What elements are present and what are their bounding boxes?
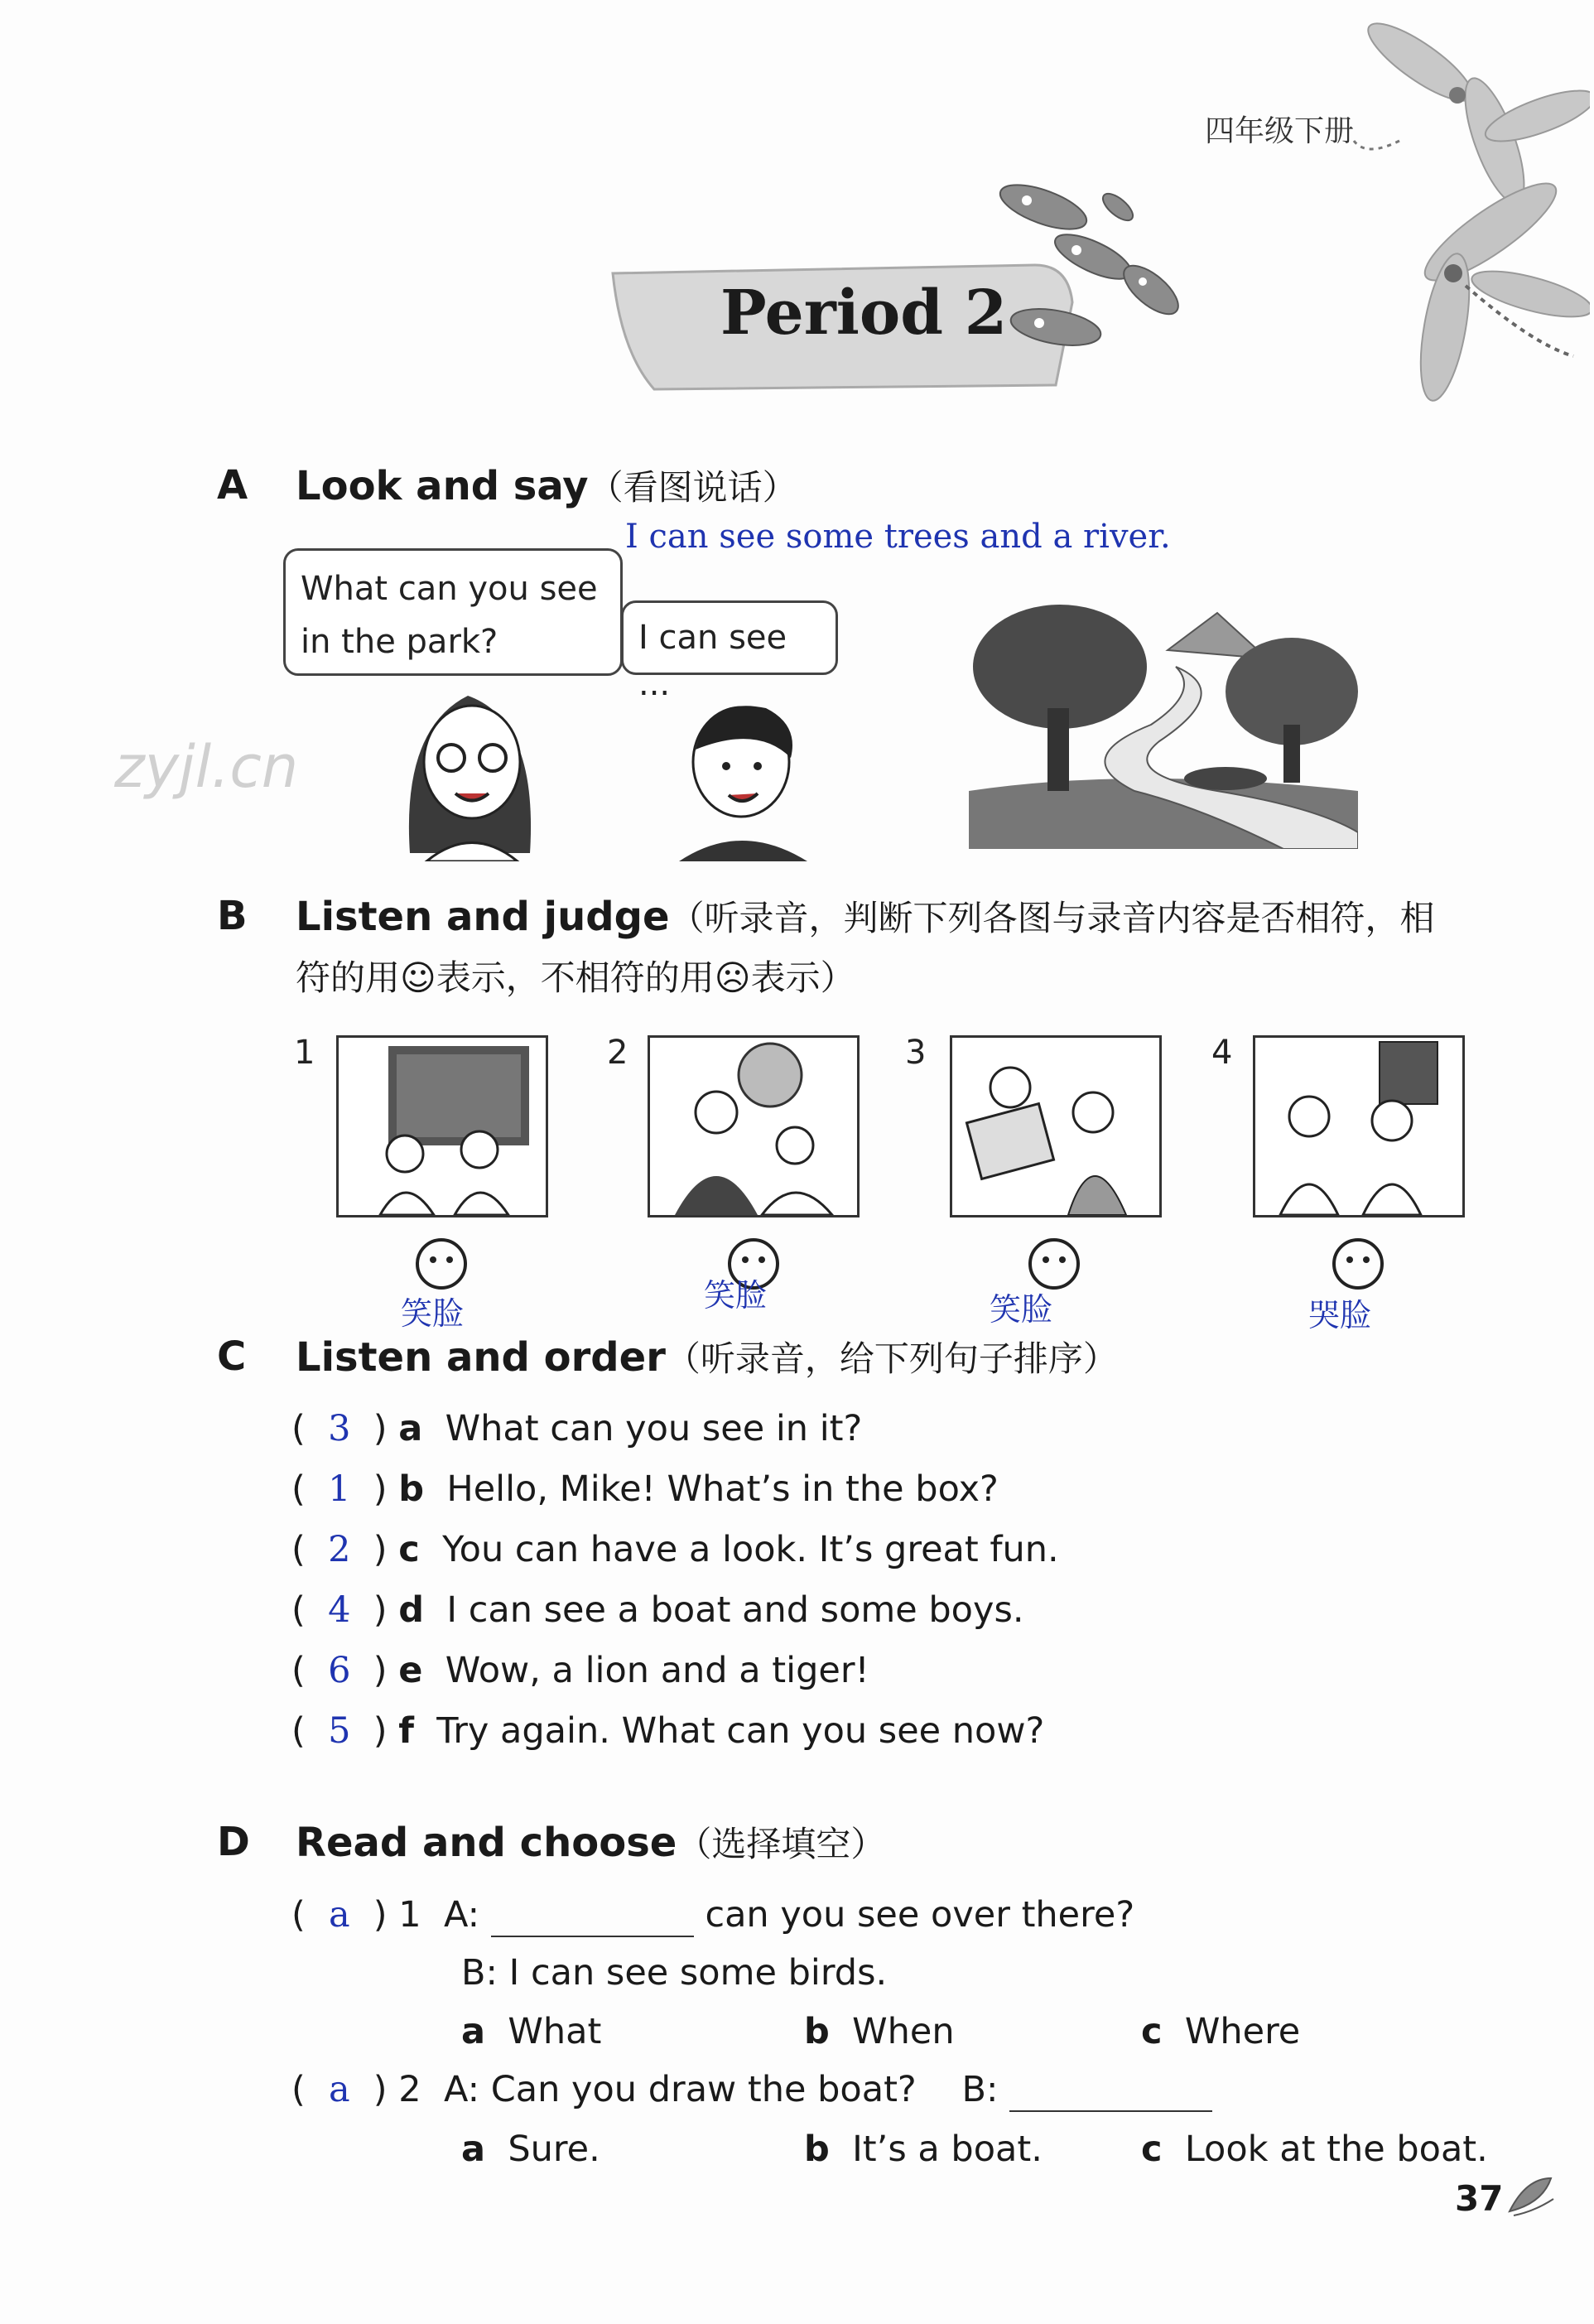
section-a-letter: A <box>217 462 248 509</box>
section-d-note: （选择填空） <box>677 1824 886 1864</box>
option-c <box>1141 2011 1300 2052</box>
order-answer: 1 <box>328 1468 351 1510</box>
order-letter: e <box>398 1650 423 1691</box>
listen-picture-3 <box>950 1035 1162 1217</box>
section-a-answer: I can see some trees and a river. <box>625 518 1171 556</box>
choose-answer: a <box>328 1894 350 1936</box>
question-number: 2 <box>398 2069 421 2110</box>
park-scene-illustration <box>969 600 1358 849</box>
page-title: Period 2 <box>720 277 1008 349</box>
girl-illustration <box>393 663 547 861</box>
option-letter: b <box>804 2011 830 2052</box>
section-a-note: （看图说话） <box>588 467 797 508</box>
page-number: 37 <box>1455 2178 1504 2219</box>
option-text: When <box>852 2011 955 2052</box>
option-b <box>804 2011 955 2052</box>
order-text: You can have a look. It’s great fun. <box>442 1529 1059 1570</box>
question-text: A: Can you draw the boat? <box>443 2069 917 2110</box>
speech-bubble-answer: I can see ... <box>621 600 838 675</box>
option-text: Sure. <box>508 2129 600 2170</box>
choose-question-1: ( a ) 1 A: can you see over there? <box>291 1894 1135 1936</box>
option-a <box>461 2129 600 2170</box>
order-answer: 4 <box>328 1589 351 1631</box>
speech-bubble-question <box>283 548 623 676</box>
order-text: Hello, Mike! What’s in the box? <box>446 1468 999 1510</box>
order-letter: d <box>398 1589 425 1631</box>
item-number: 3 <box>905 1034 927 1072</box>
bubble-line: What can you see <box>301 570 598 608</box>
speaker-a: A: <box>443 1894 480 1936</box>
grade-label: 四年级下册 <box>1205 114 1355 148</box>
section-d-letter: D <box>217 1819 250 1865</box>
item-number: 2 <box>607 1034 628 1072</box>
face-circle-icon <box>414 1237 469 1291</box>
dragonfly-decoration-bottom <box>1366 170 1590 427</box>
order-letter: a <box>398 1408 423 1449</box>
order-text: Try again. What can you see now? <box>436 1710 1045 1752</box>
section-a-heading <box>296 460 797 510</box>
order-item: ( 5 ) f Try again. What can you see now? <box>291 1710 1045 1752</box>
face-circle-icon <box>1331 1237 1385 1291</box>
order-item: ( 1 ) b Hello, Mike! What’s in the box? <box>291 1468 999 1510</box>
judge-answer-4: 哭脸 <box>1308 1297 1372 1333</box>
fish-decoration <box>977 174 1192 381</box>
boy-illustration <box>675 687 816 861</box>
option-text: Look at the boat. <box>1184 2129 1488 2170</box>
choose-answer: a <box>328 2069 350 2110</box>
order-text: I can see a boat and some boys. <box>446 1589 1024 1631</box>
order-letter: f <box>398 1710 414 1752</box>
order-item: ( 2 ) c You can have a look. It’s great fun. <box>291 1529 1059 1570</box>
order-answer: 5 <box>328 1710 351 1752</box>
order-letter: c <box>398 1529 420 1570</box>
listen-picture-2 <box>648 1035 860 1217</box>
option-b <box>804 2129 1043 2170</box>
section-c-heading <box>296 1332 1118 1381</box>
option-text: What <box>508 2011 602 2052</box>
section-b-title: Listen and judge <box>296 894 670 940</box>
order-text: Wow, a lion and a tiger! <box>445 1650 869 1691</box>
option-c <box>1141 2129 1488 2170</box>
section-d-heading <box>296 1817 885 1867</box>
section-c-title: Listen and order <box>296 1334 666 1381</box>
choose-question-2: ( a ) 2 A: Can you draw the boat? B: <box>291 2069 1212 2112</box>
question-reply: B: I can see some birds. <box>461 1952 888 1994</box>
leaf-icon <box>1505 2174 1555 2220</box>
listen-picture-1 <box>336 1035 548 1217</box>
section-c-note: （听录音，给下列句子排序） <box>665 1338 1118 1379</box>
option-letter: a <box>461 2011 486 2052</box>
order-answer: 6 <box>328 1650 351 1691</box>
order-text: What can you see in it? <box>445 1408 863 1449</box>
order-item: ( 3 ) a What can you see in it? <box>291 1408 863 1449</box>
order-item: ( 4 ) d I can see a boat and some boys. <box>291 1589 1024 1631</box>
listen-picture-4 <box>1253 1035 1465 1217</box>
bubble-line: in the park? <box>301 623 498 661</box>
section-c-letter: C <box>217 1333 247 1380</box>
option-a <box>461 2011 601 2052</box>
option-text: Where <box>1184 2011 1301 2052</box>
judge-answer-1: 笑脸 <box>401 1295 465 1332</box>
judge-answer-3: 笑脸 <box>990 1291 1053 1328</box>
item-number: 1 <box>294 1034 315 1072</box>
section-a-title: Look and say <box>296 463 589 509</box>
option-letter: c <box>1141 2129 1163 2170</box>
order-answer: 3 <box>328 1408 351 1449</box>
section-b-letter: B <box>217 893 248 939</box>
option-letter: c <box>1141 2011 1163 2052</box>
question-text: can you see over there? <box>705 1894 1135 1936</box>
order-item: ( 6 ) e Wow, a lion and a tiger! <box>291 1650 869 1691</box>
answer-blank[interactable] <box>491 1894 694 1937</box>
question-number: 1 <box>398 1894 421 1936</box>
option-letter: b <box>804 2129 830 2170</box>
section-b-note-line2: 符的用☺表示，不相符的用☹表示） <box>296 957 855 998</box>
section-d-title: Read and choose <box>296 1820 677 1866</box>
speaker-b: B: <box>961 2069 999 2110</box>
answer-blank[interactable] <box>1009 2069 1212 2112</box>
option-text: It’s a boat. <box>852 2129 1043 2170</box>
option-letter: a <box>461 2129 486 2170</box>
judge-answer-2: 笑脸 <box>704 1277 768 1314</box>
order-answer: 2 <box>328 1529 351 1570</box>
item-number: 4 <box>1211 1034 1233 1072</box>
watermark: zyjl.cn <box>114 733 299 801</box>
section-b-note: （听录音，判断下列各图与录音内容是否相符，相 <box>669 898 1435 938</box>
section-b-heading <box>296 891 1435 941</box>
order-letter: b <box>398 1468 425 1510</box>
